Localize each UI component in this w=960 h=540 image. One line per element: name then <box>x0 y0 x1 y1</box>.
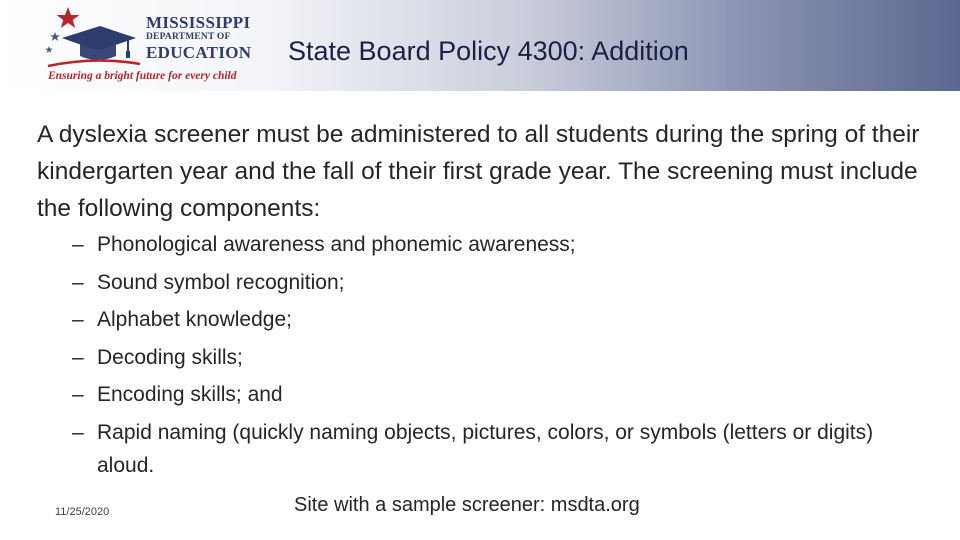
mde-logo <box>40 6 270 86</box>
list-item <box>72 341 922 374</box>
logo-wordmark <box>146 14 251 61</box>
list-item-text: Phonological awareness and phonemic awareness; <box>97 233 576 256</box>
components-list <box>72 228 922 486</box>
list-item <box>72 378 922 411</box>
logo-line-state: MISSISSIPPI <box>146 13 251 32</box>
list-item-text: Decoding skills; <box>97 345 243 369</box>
list-item-text: Rapid naming (quickly naming objects, pictures, colors, or symbols (letters or digits) aloud. <box>97 420 874 477</box>
slide-title: State Board Policy 4300: Addition <box>288 36 689 66</box>
footer-date: 11/25/2020 <box>55 506 110 518</box>
list-dash: – <box>72 345 84 369</box>
logo-line-education: EDUCATION <box>146 42 252 62</box>
star-graduation-cap-icon <box>40 6 144 70</box>
list-item <box>72 266 922 299</box>
list-item <box>72 303 922 336</box>
list-dash: – <box>72 383 84 406</box>
intro-paragraph: A dyslexia screener must be administered to all students during the spring of their kindergarten year and the fall of their first grade year. The screening must include the following components: <box>37 121 920 222</box>
logo-tagline: Ensuring a bright future for every child <box>48 70 237 82</box>
footer-site-note: Site with a sample screener: msdta.org <box>294 494 640 516</box>
list-item-text: Sound symbol recognition; <box>97 270 345 294</box>
list-item-text: Alphabet knowledge; <box>97 308 292 331</box>
list-dash: – <box>72 420 84 444</box>
list-item <box>72 228 922 261</box>
list-item <box>72 416 922 482</box>
list-dash: – <box>72 308 84 331</box>
list-item-text: Encoding skills; and <box>97 383 283 406</box>
logo-line-department: DEPARTMENT OF <box>146 32 231 42</box>
list-dash: – <box>72 270 84 294</box>
list-dash: – <box>72 233 84 256</box>
